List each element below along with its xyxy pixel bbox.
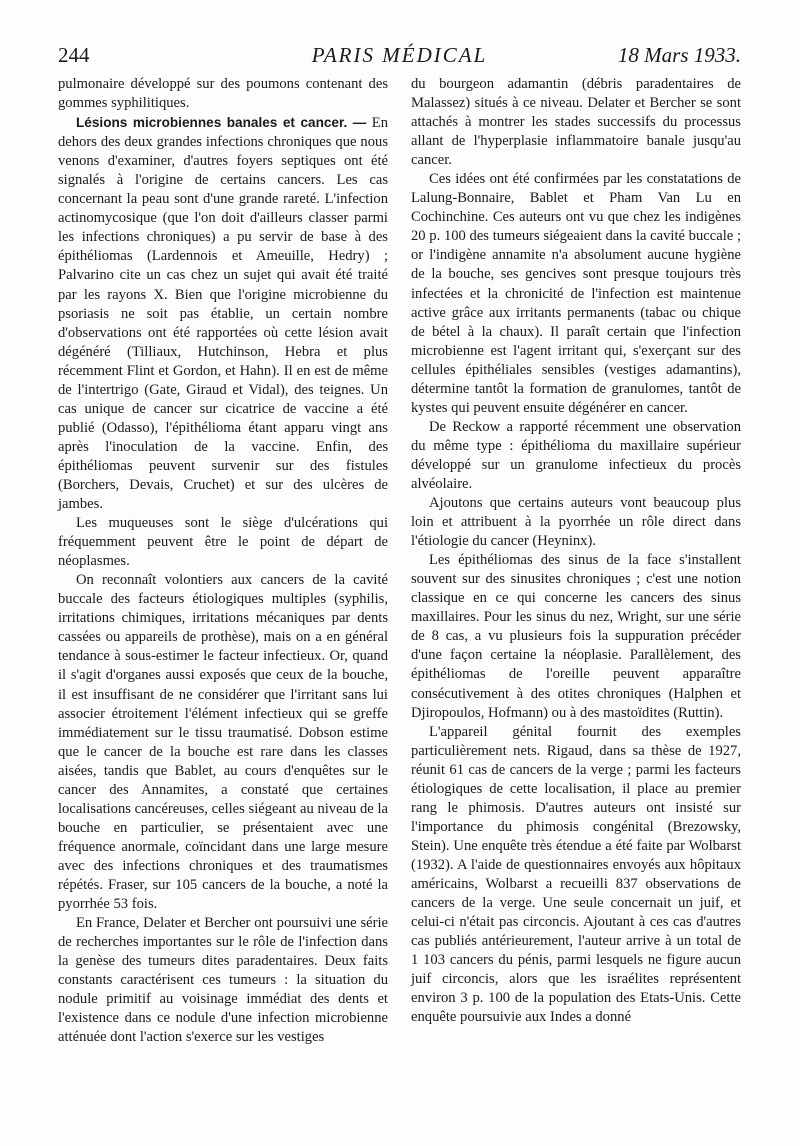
paragraph: Ajoutons que certains auteurs vont beaucoup plus loin et attribuent à la pyorrhée un rôle direct dans l'étiologie du cancer (Heyninx). bbox=[411, 495, 741, 550]
paragraph: Les muqueuses sont le siège d'ulcérations qui fréquemment peuvent être le point de départ de néoplasmes. bbox=[58, 515, 388, 570]
paragraph: En France, Delater et Bercher ont poursuivi une série de recherches importantes sur le rôle de l'infection dans la genèse des tumeurs dites paradentaires. Deux faits constants caractérisent ces tumeurs : la situation du nodule primitif au voisinage immédiat des dents et l'existence dans ce nodule d'une infection microbienne atténuée dont l'action s'exerce sur les vestiges bbox=[58, 915, 388, 1046]
left-column bbox=[58, 75, 388, 1047]
issue-date: 18 Mars 1933. bbox=[617, 43, 741, 67]
paragraph: du bourgeon adamantin (débris paradentaires de Malassez) situés à ce niveau. Delater et Bercher se sont attachés à montrer les stades successifs du processus allant de l'hyperplasie inflammatoire banale jusqu'au cancer. bbox=[411, 76, 741, 169]
running-header bbox=[58, 40, 741, 70]
paragraph: Ces idées ont été confirmées par les constatations de Lalung-Bonnaire, Bablet et Pham Van Lu en Cochinchine. Ces auteurs ont vu que chez les indigènes 20 p. 100 des tumeurs siégeaient dans la cavité buccale ; or l'indigène annamite n'a absolument aucune hygiène de la bouche, ses gencives sont presque toujours très infectées et la chronicité de l'infection est maintenue active grâce aux irritants permanents (tabac ou chique de bétel à la chaux). Il paraît certain que l'infection microbienne est l'agent irritant qui, s'exerçant sur des cellules épithéliales sensibles (vestiges adamantins), détermine tantôt la formation de granulomes, tantôt de kystes qui peuvent ensuite dégénérer en cancer. bbox=[411, 171, 741, 416]
journal-title: PARIS MÉDICAL bbox=[311, 43, 488, 67]
paragraph-text: En dehors des deux grandes infections chroniques que nous venons d'examiner, d'autres foyers septiques ont été signalés à l'origine de certains cancers. Les cas concernant la peau sont d'une grande rareté. L'infection actinomycosique (que l'on doit d'ailleurs classer parmi les infections chroniques) a pu servir de base à des épithéliomas (Lardennois et Ameuille, Hedry) ; Palvarino cite un cas chez un sujet qui avait été traité par les rayons X. Bien que l'origine microbienne du psoriasis ne soit pas établie, un certain nombre d'observations ont été rapportées où cette lésion avait dégénéré (Tilliaux, Hutchinson, Hebra et plus récemment Flint et Gordon, et Hahn). Il en est de même de l'intertrigo (Gate, Giraud et Vidal), des teignes. Un cas unique de cancer sur cicatrice de vaccine a été publié (Odasso), l'épithélioma étant apparu vingt ans après l'inoculation de la vaccine. Enfin, des épithéliomas peuvent survenir sur des fistules (Borchers, Devais, Cruchet) et sur des ulcères de jambes. bbox=[58, 115, 388, 513]
paragraph-section-start bbox=[58, 113, 388, 514]
paragraph: pulmonaire développé sur des poumons contenant des gommes syphilitiques. bbox=[58, 76, 388, 112]
paragraph: L'appareil génital fournit des exemples particulièrement nets. Rigaud, dans sa thèse de 1927, réunit 61 cas de cancers de la verge ; parmi les facteurs étiologiques de cette localisation, il place au premier rang le phimosis. D'autres auteurs ont insisté sur l'importance du phimosis congénital (Brezowsky, Stein). Une enquête très étendue a été faite par Wolbarst (1932). A l'aide de questionnaires envoyés aux hôpitaux américains, Wolbarst a recueilli 837 observations de cancers de la verge. Une seule concernait un juif, et celui-ci n'était pas circoncis. Ajoutant à ces cas d'autres cas publiés antérieurement, l'auteur arrive à un total de 1 103 cancers du pénis, parmi lesquels ne figure aucun juif circoncis, alors que les israélites représentent environ 3 p. 100 de la population des Etats-Unis. Cette enquête poursuivie aux Indes a donné bbox=[411, 723, 741, 1026]
paragraph: De Reckow a rapporté récemment une observation du même type : épithélioma du maxillaire supérieur développé sur un granulome infectieux du procès alvéolaire. bbox=[411, 418, 741, 492]
page-number: 244 bbox=[58, 43, 90, 67]
paragraph: Les épithéliomas des sinus de la face s'installent souvent sur des sinusites chroniques ; c'est une notion classique en ce qui concerne les cancers des sinus maxillaires. Pour les sinus du nez, Wright, sur une série de 8 cas, a vu plusieurs fois la suppuration précéder d'une façon certaine la néoplasie. Parallèlement, des épithéliomas de l'oreille peuvent apparaître consécutivement à des otites chroniques (Halphen et Djiropoulos, Hofmann) ou à des mastoïdites (Ruttin). bbox=[411, 552, 741, 721]
paragraph: On reconnaît volontiers aux cancers de la cavité buccale des facteurs étiologiques multiples (syphilis, irritations chimiques, irritations mécaniques par dents cassées ou appareils de prothèse), mais on a en général tendance à sous-estimer le facteur infectieux. Or, quand il s'agit d'organes aussi exposés que ceux de la bouche, il est insuffisant de ne considérer que l'irritant sans lui associer étroitement l'élément infectieux qui se greffe immédiatement sur le tissu traumatisé. Dobson estime que le cancer de la bouche est rare dans les classes aisées, tandis que Bablet, au cours d'enquêtes sur le cancer des Annamites, a constaté que certaines localisations cancéreuses, celles siégeant au niveau de la bouche en particulier, se présentaient avec une fréquence anormale, coïncidant dans une large mesure avec des infections chroniques et des traumatismes répétés. Fraser, sur 105 cancers de la bouche, a noté la pyorrhée 53 fois. bbox=[58, 572, 388, 913]
section-heading: Lésions microbiennes banales et cancer. — bbox=[76, 115, 367, 131]
right-column bbox=[411, 75, 741, 1027]
